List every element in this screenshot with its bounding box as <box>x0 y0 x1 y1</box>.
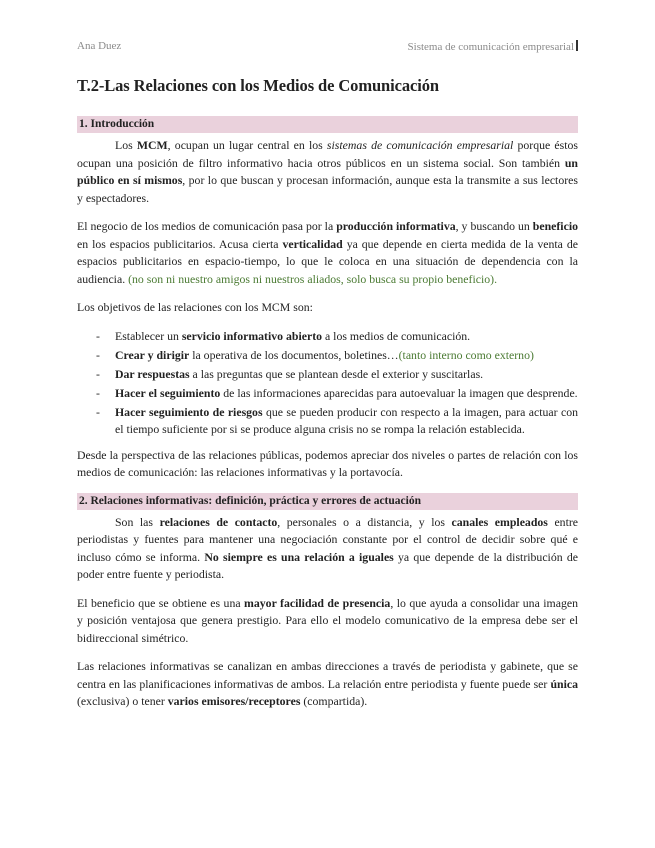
bold-text: Dar respuestas <box>115 366 190 381</box>
bold-text: verticalidad <box>282 236 343 251</box>
bold-text: servicio informativo abierto <box>181 328 323 343</box>
bold-text: relaciones de contacto <box>159 514 278 529</box>
bold-text: Hacer el seguimiento <box>115 385 221 400</box>
paragraph <box>77 595 578 648</box>
text: , y buscando un <box>455 219 533 233</box>
text: a los medios de comunicación. <box>322 328 471 343</box>
document-title: T.2-Las Relaciones con los Medios de Comunicación <box>77 76 439 95</box>
text: El beneficio que se obtiene es una <box>77 595 245 610</box>
text: Las relaciones informativas se canalizan en ambas direcciones a través de periodista y gabinete, que se centra en las planificaciones informativas de ambos. La relación entre periodista y fuente puede ser <box>77 659 578 691</box>
bold-text: No siempre es una relación a iguales <box>204 549 394 564</box>
comment-text: (tanto interno como externo) <box>398 347 534 362</box>
objectives-list <box>77 328 578 439</box>
bold-text: MCM <box>136 138 168 152</box>
document-body <box>77 76 578 722</box>
bold-text: un público en sí mismos <box>77 155 578 187</box>
bold-text: varios emisores/receptores <box>167 694 301 708</box>
text: porque éstos ocupan una posición de filtro informativo hacia otros públicos en un sistema social. Son también <box>77 138 579 170</box>
list-item <box>77 347 578 365</box>
text: , personales o a distancia, y los <box>277 514 452 529</box>
text: Son las <box>115 514 160 529</box>
bold-text: Hacer seguimiento de riesgos <box>115 404 263 419</box>
bold-text: única <box>550 676 578 691</box>
text: (compartida). <box>300 694 368 708</box>
paragraph <box>77 514 578 584</box>
text: a las preguntas que se plantean desde el exterior y suscitarlas. <box>189 366 484 381</box>
text: ya que depende de la distribución de poder entre fuente y periodista. <box>77 549 578 581</box>
paragraph <box>77 658 578 711</box>
list-item <box>77 366 578 384</box>
list-item <box>77 385 578 403</box>
text: entre periodistas y fuentes para mantener una negociación constante por el control de decidir sobre qué e incluso cómo se informa. <box>77 514 579 564</box>
header-subject-text: Sistema de comunicación empresarial <box>407 41 574 53</box>
text-cursor <box>576 40 578 51</box>
bold-text: mayor facilidad de presencia <box>244 595 391 610</box>
text: , lo que ayuda a consolidar una imagen y posición ventajosa que genera prestigio. Para ello el modelo comunicativo de la empresa debe ser el bidireccional simétrico. <box>77 595 578 645</box>
bold-text: canales empleados <box>451 514 548 529</box>
text: , ocupan un lugar central en los <box>167 138 327 152</box>
paragraph <box>77 137 578 207</box>
text: en los espacios publicitarios. Acusa cierta <box>77 236 283 251</box>
section-heading-introduccion: 1. Introducción <box>77 116 578 133</box>
comment-text: (no son ni nuestro amigos ni nuestros aliados, solo busca su propio beneficio). <box>128 271 498 286</box>
list-item <box>77 328 578 346</box>
bold-text: producción informativa <box>336 219 456 233</box>
page-header <box>77 40 578 54</box>
bold-text: beneficio <box>532 219 578 233</box>
bold-text: Crear y dirigir <box>115 347 190 362</box>
text: Establecer un <box>115 328 182 343</box>
list-item <box>77 404 578 439</box>
text: (exclusiva) o tener <box>77 694 168 708</box>
text: ya que depende en cierta medida de la venta de espacios publicitarios en espacio-tiempo, lo que le coloca en una situación de dependencia con la audiencia. <box>77 236 578 286</box>
text: de las informaciones aparecidas para autoevaluar la imagen que desprende. <box>220 385 578 400</box>
header-author: Ana Duez <box>77 40 122 52</box>
section-heading-relaciones-informativas: 2. Relaciones informativas: definición, práctica y errores de actuación <box>77 493 578 510</box>
paragraph <box>77 218 578 288</box>
text: que se pueden producir con respecto a la imagen, para actuar con el tiempo suficiente por si se produce alguna crisis no se rompa la relación establecida. <box>115 404 579 436</box>
text: , por lo que buscan y procesan información, aunque esta la transmite a sus lectores y espectadores. <box>77 173 578 205</box>
text: la operativa de los documentos, boletines… <box>189 347 399 362</box>
paragraph: Los objetivos de las relaciones con los MCM son: <box>77 300 313 314</box>
text: El negocio de los medios de comunicación pasa por la <box>77 219 337 233</box>
text: Los <box>115 138 137 152</box>
header-subject <box>408 40 578 53</box>
italic-text: sistemas de comunicación empresarial <box>326 138 514 152</box>
paragraph: Desde la perspectiva de las relaciones públicas, podemos apreciar dos niveles o partes de relación con los medios de comunicación: las relaciones informativas y la portavocía. <box>77 447 578 479</box>
